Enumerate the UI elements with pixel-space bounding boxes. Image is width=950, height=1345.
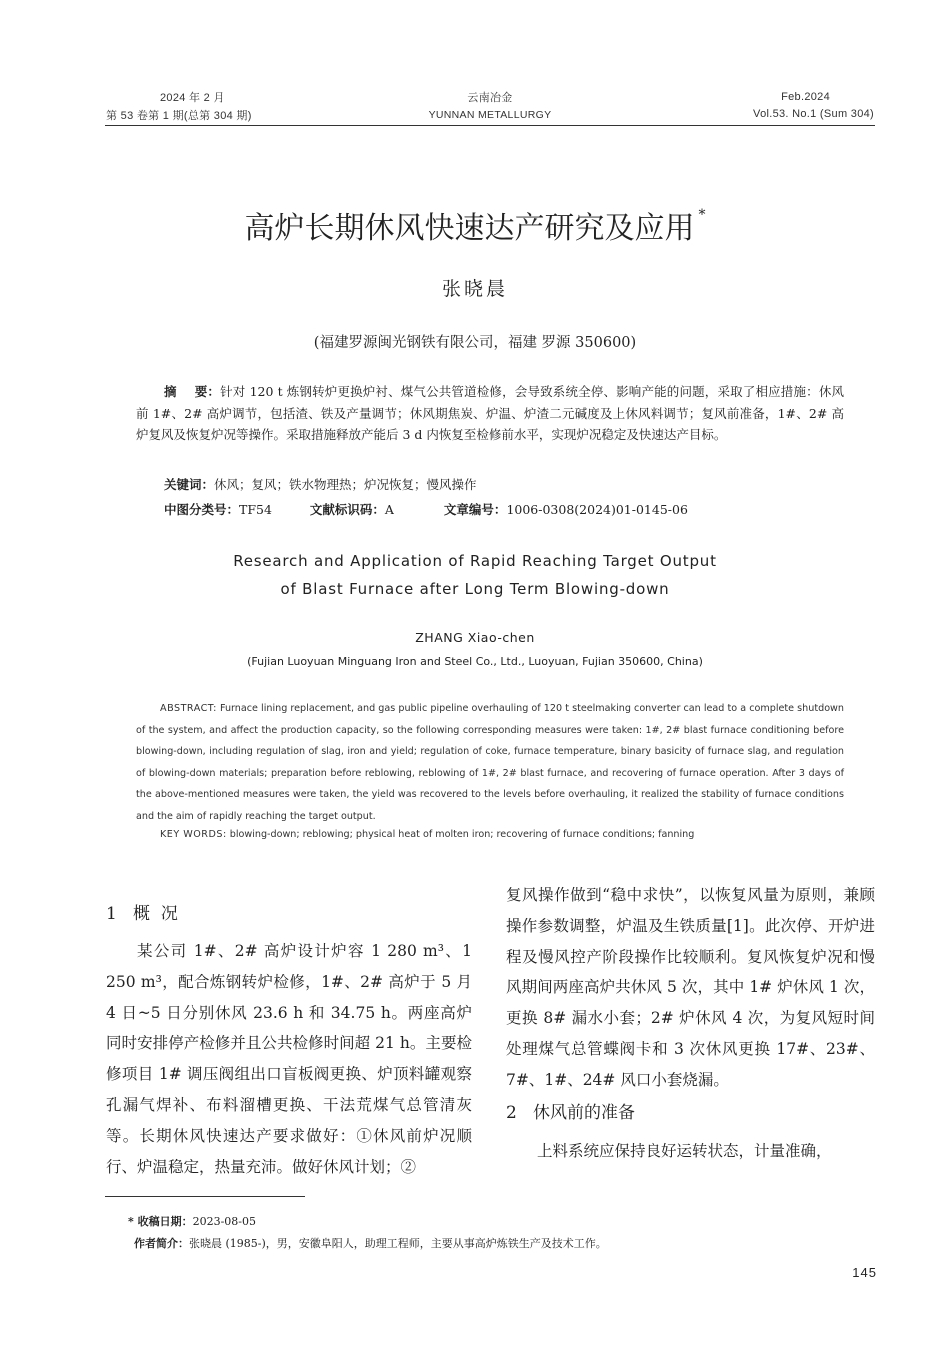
header-date: 2024 年 2 月 — [160, 92, 225, 104]
header-volume-en: Vol.53. No.1 (Sum 304) — [753, 108, 874, 120]
keywords-en — [160, 829, 694, 840]
header-journal-en: YUNNAN METALLURGY — [428, 109, 552, 121]
header-journal-cn: 云南冶金 — [467, 92, 513, 104]
abstract-en — [136, 698, 844, 828]
article-number-value: 1006-0308(2024)01-0145-06 — [506, 502, 688, 517]
received-label: * 收稿日期： — [128, 1215, 193, 1228]
abstract-en-label: ABSTRACT: — [160, 703, 217, 714]
bio-text: 张晓晨 (1985-)，男，安徽阜阳人，助理工程师，主要从事高炉炼铁生产及技术工作。 — [189, 1237, 607, 1250]
section1-paragraph: 某公司 1#、2# 高炉设计炉容 1 280 m³、1 250 m³，配合炼钢转炉检修，1#、2# 高炉于 5 月 4 日~5 日分别休风 23.6 h 和 34.75 h。两座高炉同时安排停产检修并且公共检修时间超 21 h。主要检修项目 1# 调压阀组出口盲板阀更换、炉顶料罐观察孔漏气焊补、布料溜槽更换、干法荒煤气总管清灰等。长期休风快速达产要求做好：①休风前炉况顺行、炉温稳定，热量充沛。做好休风计划；② — [106, 942, 472, 1176]
english-title-line1: Research and Application of Rapid Reaching Target Output — [233, 552, 717, 570]
section1-heading: 1 概 况 — [106, 904, 178, 924]
affiliation: (福建罗源闽光钢铁有限公司，福建 罗源 350600) — [313, 335, 637, 351]
doc-code-label: 文献标识码： — [309, 502, 385, 517]
footnote-received — [128, 1213, 256, 1229]
english-title-line2: of Blast Furnace after Long Term Blowing-down — [280, 580, 670, 598]
keywords-en-label: KEY WORDS: — [160, 829, 227, 840]
classification-line — [164, 500, 688, 518]
abstract-en-text: Furnace lining replacement, and gas public pipeline overhauling of 120 t steelmaking converter can lead to a complete shutdown of the system, and affect the production capacity, so the following corresponding measures were taken: 1#, 2# blast furnace conditioning before blowing-down, including regulation of slag, iron and yield; regulation of coke, furnace temperature, binary basicity of furnace slag, and regulation of blowing-down materials; preparation before reblowing, reblowing of 1#, 2# blast furnace, and recovering of furnace operation. After 3 days of the above-mentioned measures were taken, the yield was recovered to the levels before overhauling, it realized the stability of furnace conditions and the aim of rapidly reaching the target output. — [136, 703, 844, 822]
section2-paragraph: 上料系统应保持良好运转状态，计量准确， — [537, 1142, 832, 1160]
received-value: 2023-08-05 — [192, 1215, 257, 1228]
right-column — [506, 880, 875, 1096]
right-column-paragraph: 复风操作做到“稳中求快”，以恢复风量为原则，兼顾操作参数调整，炉温及生铁质量[1]。此次停、开炉进程及慢风控产阶段操作比较顺利。复风恢复炉况和慢风期间两座高炉共休风 5 次，其中 1# 炉休风 1 次，更换 8# 漏水小套；2# 炉休风 4 次，为复风短时间处理煤气总管蝶阀卡和 3 次休风更换 17#、23#、7#、1#、24# 风口小套烧漏。 — [506, 886, 875, 1089]
keywords-en-text: blowing-down; reblowing; physical heat of molten iron; recovering of furnace conditions; fanning — [226, 829, 695, 840]
header-volume: 第 53 卷第 1 期(总第 304 期) — [106, 110, 252, 122]
author-name: 张晓晨 — [441, 278, 508, 300]
footnote-bio — [134, 1235, 607, 1251]
header-date-en: Feb.2024 — [781, 91, 830, 103]
section2-heading: 2 休风前的准备 — [506, 1103, 636, 1123]
keywords-cn — [164, 475, 477, 493]
keywords-label: 关键词： — [164, 477, 215, 492]
left-column — [106, 936, 472, 1182]
bio-label: 作者简介： — [134, 1237, 189, 1250]
english-affiliation: (Fujian Luoyuan Minguang Iron and Steel Co., Ltd., Luoyuan, Fujian 350600, China) — [247, 655, 703, 668]
footnote-rule — [105, 1196, 305, 1197]
header-rule — [105, 125, 875, 126]
abstract-cn — [136, 381, 844, 446]
article-number-label: 文章编号： — [443, 502, 507, 517]
title-footnote-mark: * — [698, 207, 706, 223]
page-number: 145 — [852, 1265, 877, 1280]
abstract-text: 针对 120 t 炼钢转炉更换炉衬、煤气公共管道检修，会导致系统全停、影响产能的问题，采取了相应措施：休风前 1#、2# 高炉调节，包括渣、铁及产量调节；休风期焦炭、炉温、炉渣二元碱度及上休风料调节；复风前准备，1#、2# 高炉复风及恢复炉况等操作。采取措施释放产能后 3 d 内恢复至检修前水平，实现炉况稳定及快速达产目标。 — [136, 384, 844, 442]
paper-title: 高炉长期休风快速达产研究及应用 * — [244, 207, 706, 246]
clc-label: 中图分类号： — [164, 502, 240, 517]
clc-value: TF54 — [239, 502, 272, 517]
abstract-label: 摘 要： — [164, 384, 221, 399]
english-author: ZHANG Xiao-chen — [415, 630, 535, 645]
keywords-text: 休风；复风；铁水物理热；炉况恢复；慢风操作 — [214, 477, 477, 492]
section2-body — [506, 1136, 875, 1167]
doc-code-value: A — [384, 502, 394, 517]
